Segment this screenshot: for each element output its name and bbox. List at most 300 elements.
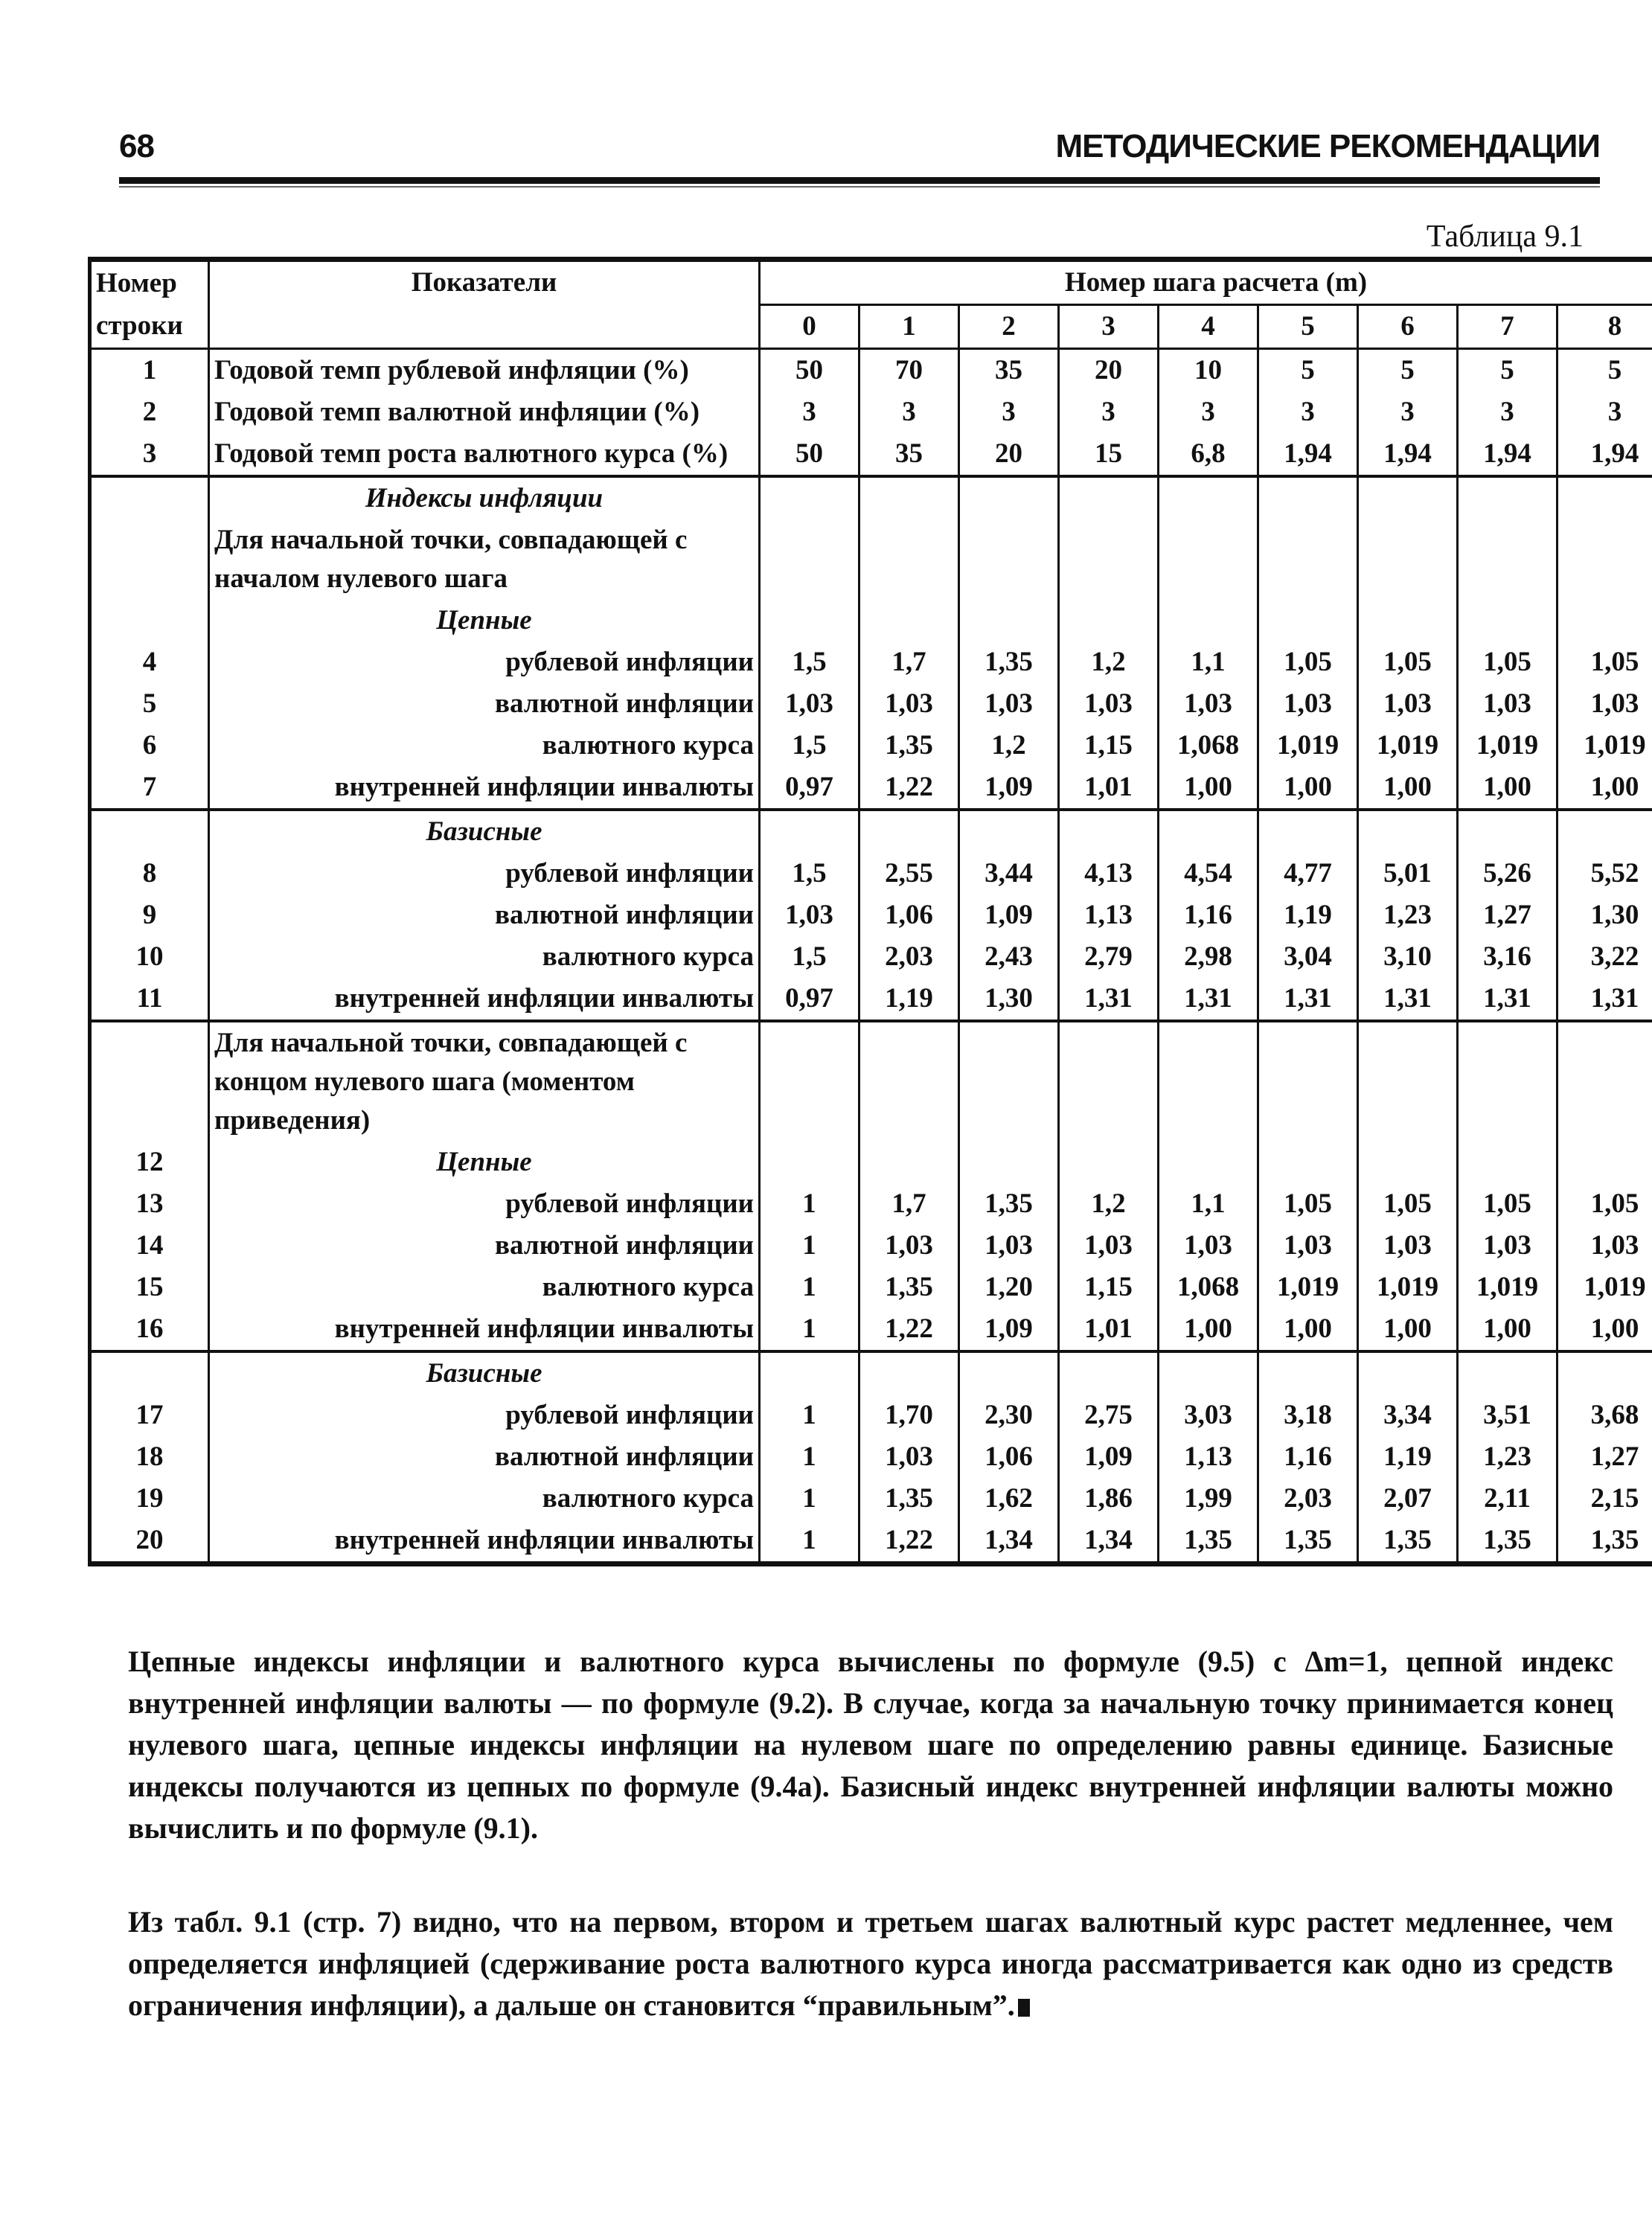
row-label: валютного курса <box>209 936 760 978</box>
empty-cell <box>1258 476 1358 519</box>
empty-cell <box>1358 810 1458 853</box>
cell-step-4: 1,35 <box>1159 1520 1258 1564</box>
header-rule-thin <box>119 186 1600 188</box>
header-step-5: 5 <box>1258 305 1358 349</box>
cell-step-6: 1,019 <box>1358 725 1458 766</box>
cell-step-3: 1,03 <box>1059 1225 1159 1267</box>
row-number: 11 <box>90 978 209 1021</box>
header-steps <box>760 260 1652 305</box>
table-row <box>90 1436 1652 1478</box>
cell-step-5: 1,019 <box>1258 1267 1358 1308</box>
cell-step-8: 1,019 <box>1557 1267 1652 1308</box>
cell-step-7: 1,94 <box>1458 433 1557 476</box>
row-number: 8 <box>90 853 209 894</box>
cell-step-4: 1,00 <box>1159 766 1258 810</box>
header-step-3: 3 <box>1059 305 1159 349</box>
cell-step-0: 1 <box>760 1225 859 1267</box>
cell-step-7: 1,00 <box>1458 1308 1557 1351</box>
cell-step-2: 2,43 <box>959 936 1059 978</box>
empty-cell <box>1458 810 1557 853</box>
cell-step-6: 1,31 <box>1358 978 1458 1021</box>
cell-step-0: 1,5 <box>760 853 859 894</box>
cell-step-8: 1,30 <box>1557 894 1652 936</box>
running-title: МЕТОДИЧЕСКИЕ РЕКОМЕНДАЦИИ <box>1055 128 1600 164</box>
cell-step-0: 1,5 <box>760 641 859 683</box>
row-number <box>90 1351 209 1395</box>
row-number: 4 <box>90 641 209 683</box>
empty-cell <box>1059 519 1159 600</box>
cell-step-2: 1,03 <box>959 1225 1059 1267</box>
cell-step-5: 2,03 <box>1258 1478 1358 1520</box>
empty-cell <box>1557 476 1652 519</box>
page-number: 68 <box>119 128 154 164</box>
cell-step-8: 3,68 <box>1557 1395 1652 1436</box>
cell-step-6: 1,019 <box>1358 1267 1458 1308</box>
cell-step-3: 1,86 <box>1059 1478 1159 1520</box>
empty-cell <box>1358 1021 1458 1142</box>
cell-step-0: 0,97 <box>760 978 859 1021</box>
empty-cell <box>1059 600 1159 641</box>
cell-step-1: 1,03 <box>859 1225 959 1267</box>
cell-step-5: 3,18 <box>1258 1395 1358 1436</box>
cell-step-0: 1 <box>760 1478 859 1520</box>
cell-step-1: 1,35 <box>859 1478 959 1520</box>
cell-step-3: 1,09 <box>1059 1436 1159 1478</box>
cell-step-1: 1,19 <box>859 978 959 1021</box>
cell-step-2: 1,09 <box>959 894 1059 936</box>
cell-step-3: 1,13 <box>1059 894 1159 936</box>
cell-step-6: 1,05 <box>1358 1183 1458 1225</box>
row-number: 10 <box>90 936 209 978</box>
cell-step-3: 1,01 <box>1059 1308 1159 1351</box>
table-row <box>90 853 1652 894</box>
cell-step-3: 1,34 <box>1059 1520 1159 1564</box>
cell-step-5: 1,03 <box>1258 1225 1358 1267</box>
table-body <box>90 260 1652 1564</box>
row-label: рублевой инфляции <box>209 853 760 894</box>
header-step-8: 8 <box>1557 305 1652 349</box>
cell-step-6: 1,03 <box>1358 683 1458 725</box>
cell-step-2: 35 <box>959 349 1059 392</box>
empty-cell <box>760 600 859 641</box>
cell-step-6: 1,05 <box>1358 641 1458 683</box>
cell-step-3: 1,03 <box>1059 683 1159 725</box>
cell-step-2: 1,03 <box>959 683 1059 725</box>
cell-step-4: 1,03 <box>1159 683 1258 725</box>
empty-cell <box>1358 519 1458 600</box>
cell-step-3: 1,2 <box>1059 1183 1159 1225</box>
row-number: 16 <box>90 1308 209 1351</box>
cell-step-7: 1,05 <box>1458 1183 1557 1225</box>
table-row <box>90 683 1652 725</box>
cell-step-6: 3 <box>1358 391 1458 433</box>
row-label: рублевой инфляции <box>209 1183 760 1225</box>
row-label: валютного курса <box>209 1267 760 1308</box>
cell-step-4: 4,54 <box>1159 853 1258 894</box>
chain-label <box>90 600 1652 641</box>
row-label: рублевой инфляции <box>209 641 760 683</box>
empty-cell <box>1557 1351 1652 1395</box>
empty-cell <box>959 1021 1059 1142</box>
cell-step-2: 2,30 <box>959 1395 1059 1436</box>
chain-label-2-text: Цепные <box>209 1142 760 1183</box>
cell-step-7: 1,05 <box>1458 641 1557 683</box>
table-caption: Таблица 9.1 <box>1426 220 1584 254</box>
header-step-7: 7 <box>1458 305 1557 349</box>
paragraph-1-text: Цепные индексы инфляции и валютного курса вычислены по формуле (9.5) с Δm=1, цепной индекс внутренней инфляции валюты — по формуле (9.2). В случае, когда за начальную точку принимается конец нулевого шага, цепные индексы инфляции на нулевом шаге по определению равны единице. Базисные индексы получаются из цепных по формуле (9.4а). Базисный индекс внутренней инфляции валюты можно вычислить и по формуле (9.1). <box>128 1645 1613 1845</box>
empty-cell <box>1258 1142 1358 1183</box>
cell-step-6: 3,34 <box>1358 1395 1458 1436</box>
empty-cell <box>859 810 959 853</box>
cell-step-8: 1,03 <box>1557 1225 1652 1267</box>
empty-cell <box>1059 810 1159 853</box>
cell-step-3: 4,13 <box>1059 853 1159 894</box>
row-number <box>90 519 209 600</box>
cell-step-6: 1,00 <box>1358 766 1458 810</box>
cell-step-1: 70 <box>859 349 959 392</box>
paragraph-1 <box>128 1641 1613 1849</box>
chain-label-2 <box>90 1142 1652 1183</box>
empty-cell <box>1258 519 1358 600</box>
empty-cell <box>1458 600 1557 641</box>
cell-step-7: 1,03 <box>1458 1225 1557 1267</box>
row-number: 13 <box>90 1183 209 1225</box>
empty-cell <box>1358 476 1458 519</box>
basis-label-2 <box>90 1351 1652 1395</box>
header-rule <box>119 177 1600 184</box>
empty-cell <box>859 1021 959 1142</box>
empty-cell <box>1159 1021 1258 1142</box>
row-label: валютной инфляции <box>209 1436 760 1478</box>
cell-step-7: 1,23 <box>1458 1436 1557 1478</box>
empty-cell <box>1458 519 1557 600</box>
empty-cell <box>959 1351 1059 1395</box>
header-step-1: 1 <box>859 305 959 349</box>
table-row <box>90 1520 1652 1564</box>
cell-step-7: 1,019 <box>1458 1267 1557 1308</box>
cell-step-7: 2,11 <box>1458 1478 1557 1520</box>
cell-step-5: 3,04 <box>1258 936 1358 978</box>
table-row <box>90 1308 1652 1351</box>
cell-step-7: 5,26 <box>1458 853 1557 894</box>
table-row <box>90 1267 1652 1308</box>
table-row <box>90 936 1652 978</box>
cell-step-2: 3,44 <box>959 853 1059 894</box>
empty-cell <box>1258 810 1358 853</box>
header-indicator: Показатели <box>209 260 760 349</box>
row-number: 15 <box>90 1267 209 1308</box>
empty-cell <box>959 810 1059 853</box>
cell-step-7: 5 <box>1458 349 1557 392</box>
row-label: внутренней инфляции инвалюты <box>209 1308 760 1351</box>
cell-step-2: 1,06 <box>959 1436 1059 1478</box>
cell-step-1: 1,22 <box>859 766 959 810</box>
paragraph-2-text: Из табл. 9.1 (стр. 7) видно, что на первом, втором и третьем шагах валютный курс растет медленнее, чем определяется инфляцией (сдерживание роста валютного курса иногда рассматривается как одно из средств ограничения инфляции), а дальше он становится “правильным”. <box>128 1905 1613 2022</box>
row-number: 6 <box>90 725 209 766</box>
cell-step-3: 1,15 <box>1059 1267 1159 1308</box>
empty-cell <box>959 519 1059 600</box>
cell-step-2: 1,34 <box>959 1520 1059 1564</box>
cell-step-5: 1,94 <box>1258 433 1358 476</box>
cell-step-0: 1,03 <box>760 683 859 725</box>
row-label: Годовой темп рублевой инфляции (%) <box>209 349 760 392</box>
cell-step-5: 1,19 <box>1258 894 1358 936</box>
empty-cell <box>1557 810 1652 853</box>
cell-step-3: 1,01 <box>1059 766 1159 810</box>
cell-step-4: 3 <box>1159 391 1258 433</box>
cell-step-5: 1,16 <box>1258 1436 1358 1478</box>
table-row <box>90 1478 1652 1520</box>
table-row <box>90 641 1652 683</box>
cell-step-5: 5 <box>1258 349 1358 392</box>
cell-step-6: 1,94 <box>1358 433 1458 476</box>
empty-cell <box>1458 476 1557 519</box>
empty-cell <box>1557 600 1652 641</box>
cell-step-7: 1,00 <box>1458 766 1557 810</box>
header-steps-text: Номер шага расчета (m) <box>1064 267 1368 298</box>
cell-step-7: 1,03 <box>1458 683 1557 725</box>
cell-step-3: 1,15 <box>1059 725 1159 766</box>
empty-cell <box>760 476 859 519</box>
row-number <box>90 810 209 853</box>
empty-cell <box>959 1142 1059 1183</box>
cell-step-6: 2,07 <box>1358 1478 1458 1520</box>
row-label: внутренней инфляции инвалюты <box>209 1520 760 1564</box>
cell-step-2: 1,30 <box>959 978 1059 1021</box>
cell-step-2: 1,62 <box>959 1478 1059 1520</box>
page-header <box>119 128 1600 176</box>
cell-step-8: 2,15 <box>1557 1478 1652 1520</box>
cell-step-8: 1,00 <box>1557 1308 1652 1351</box>
empty-cell <box>1458 1142 1557 1183</box>
row-label: валютной инфляции <box>209 1225 760 1267</box>
cell-step-7: 1,35 <box>1458 1520 1557 1564</box>
row-number: 9 <box>90 894 209 936</box>
cell-step-2: 1,35 <box>959 1183 1059 1225</box>
row-label: внутренней инфляции инвалюты <box>209 978 760 1021</box>
empty-cell <box>1358 1351 1458 1395</box>
empty-cell <box>760 1142 859 1183</box>
cell-step-5: 1,019 <box>1258 725 1358 766</box>
header-rownum-1: Номер <box>90 260 209 305</box>
empty-cell <box>1159 1351 1258 1395</box>
empty-cell <box>1159 600 1258 641</box>
cell-step-1: 1,70 <box>859 1395 959 1436</box>
cell-step-3: 3 <box>1059 391 1159 433</box>
table-row <box>90 894 1652 936</box>
row-label: внутренней инфляции инвалюты <box>209 766 760 810</box>
empty-cell <box>1458 1021 1557 1142</box>
cell-step-4: 2,98 <box>1159 936 1258 978</box>
empty-cell <box>1358 1142 1458 1183</box>
cell-step-5: 1,00 <box>1258 1308 1358 1351</box>
row-number: 18 <box>90 1436 209 1478</box>
cell-step-1: 35 <box>859 433 959 476</box>
table-row <box>90 766 1652 810</box>
cell-step-8: 1,019 <box>1557 725 1652 766</box>
cell-step-0: 1,03 <box>760 894 859 936</box>
empty-cell <box>1059 1142 1159 1183</box>
cell-step-4: 1,13 <box>1159 1436 1258 1478</box>
cell-step-4: 1,31 <box>1159 978 1258 1021</box>
cell-step-3: 2,79 <box>1059 936 1159 978</box>
cell-step-2: 1,35 <box>959 641 1059 683</box>
cell-step-6: 1,35 <box>1358 1520 1458 1564</box>
cell-step-5: 3 <box>1258 391 1358 433</box>
cell-step-2: 1,09 <box>959 766 1059 810</box>
cell-step-4: 1,068 <box>1159 1267 1258 1308</box>
table-row <box>90 1183 1652 1225</box>
cell-step-2: 1,2 <box>959 725 1059 766</box>
empty-cell <box>959 476 1059 519</box>
cell-step-0: 1 <box>760 1395 859 1436</box>
empty-cell <box>1258 1021 1358 1142</box>
row-label: валютной инфляции <box>209 683 760 725</box>
cell-step-8: 1,00 <box>1557 766 1652 810</box>
cell-step-3: 20 <box>1059 349 1159 392</box>
cell-step-7: 1,27 <box>1458 894 1557 936</box>
empty-cell <box>1557 1021 1652 1142</box>
cell-step-1: 2,03 <box>859 936 959 978</box>
row-number: 17 <box>90 1395 209 1436</box>
empty-cell <box>1059 1021 1159 1142</box>
cell-step-3: 1,31 <box>1059 978 1159 1021</box>
cell-step-8: 1,03 <box>1557 683 1652 725</box>
cell-step-5: 4,77 <box>1258 853 1358 894</box>
empty-cell <box>760 519 859 600</box>
cell-step-5: 1,00 <box>1258 766 1358 810</box>
empty-cell <box>1557 519 1652 600</box>
cell-step-0: 50 <box>760 349 859 392</box>
row-number: 2 <box>90 391 209 433</box>
header-step-0: 0 <box>760 305 859 349</box>
cell-step-6: 1,19 <box>1358 1436 1458 1478</box>
table-row <box>90 1395 1652 1436</box>
cell-step-0: 0,97 <box>760 766 859 810</box>
empty-cell <box>1059 1351 1159 1395</box>
cell-step-6: 1,03 <box>1358 1225 1458 1267</box>
empty-cell <box>1059 476 1159 519</box>
cell-step-0: 1 <box>760 1183 859 1225</box>
table-row <box>90 725 1652 766</box>
cell-step-2: 1,09 <box>959 1308 1059 1351</box>
empty-cell <box>1557 1142 1652 1183</box>
chain-label-text: Цепные <box>209 600 760 641</box>
cell-step-8: 1,31 <box>1557 978 1652 1021</box>
cell-step-6: 1,23 <box>1358 894 1458 936</box>
cell-step-0: 50 <box>760 433 859 476</box>
basis-label-2-text: Базисные <box>209 1351 760 1395</box>
row-number: 5 <box>90 683 209 725</box>
empty-cell <box>1159 476 1258 519</box>
header-step-6: 6 <box>1358 305 1458 349</box>
cell-step-1: 1,06 <box>859 894 959 936</box>
header-step-4: 4 <box>1159 305 1258 349</box>
cell-step-2: 3 <box>959 391 1059 433</box>
empty-cell <box>859 600 959 641</box>
inflation-table <box>88 257 1652 1566</box>
empty-cell <box>859 1142 959 1183</box>
table-container <box>88 257 1646 1566</box>
row-label: валютного курса <box>209 725 760 766</box>
empty-cell <box>1159 1142 1258 1183</box>
cell-step-2: 20 <box>959 433 1059 476</box>
cell-step-1: 1,7 <box>859 1183 959 1225</box>
cell-step-4: 6,8 <box>1159 433 1258 476</box>
cell-step-1: 1,22 <box>859 1520 959 1564</box>
empty-cell <box>760 810 859 853</box>
cell-step-7: 3,51 <box>1458 1395 1557 1436</box>
cell-step-3: 1,2 <box>1059 641 1159 683</box>
row-number <box>90 1021 209 1142</box>
row-number: 14 <box>90 1225 209 1267</box>
cell-step-1: 1,22 <box>859 1308 959 1351</box>
cell-step-5: 1,35 <box>1258 1520 1358 1564</box>
row-number: 1 <box>90 349 209 392</box>
section-title-text: Индексы инфляции <box>209 476 760 519</box>
row-number <box>90 600 209 641</box>
empty-cell <box>1358 600 1458 641</box>
cell-step-8: 1,35 <box>1557 1520 1652 1564</box>
cell-step-7: 1,31 <box>1458 978 1557 1021</box>
cell-step-8: 1,05 <box>1557 1183 1652 1225</box>
empty-cell <box>760 1351 859 1395</box>
row-label: рублевой инфляции <box>209 1395 760 1436</box>
header-step-2: 2 <box>959 305 1059 349</box>
end-mark <box>1018 1999 1030 2017</box>
table-row <box>90 391 1652 433</box>
cell-step-5: 1,05 <box>1258 1183 1358 1225</box>
cell-step-1: 3 <box>859 391 959 433</box>
cell-step-4: 1,03 <box>1159 1225 1258 1267</box>
row-number: 20 <box>90 1520 209 1564</box>
empty-cell <box>859 476 959 519</box>
cell-step-4: 1,99 <box>1159 1478 1258 1520</box>
table-row <box>90 433 1652 476</box>
basis-label <box>90 810 1652 853</box>
cell-step-6: 3,10 <box>1358 936 1458 978</box>
cell-step-8: 1,05 <box>1557 641 1652 683</box>
cell-step-6: 5 <box>1358 349 1458 392</box>
cell-step-8: 3,22 <box>1557 936 1652 978</box>
row-label: Годовой темп валютной инфляции (%) <box>209 391 760 433</box>
cell-step-7: 3 <box>1458 391 1557 433</box>
section-subtitle-text: Для начальной точки, совпадающей с началом нулевого шага <box>209 519 760 600</box>
cell-step-1: 2,55 <box>859 853 959 894</box>
cell-step-8: 1,27 <box>1557 1436 1652 1478</box>
empty-cell <box>760 1021 859 1142</box>
cell-step-3: 15 <box>1059 433 1159 476</box>
row-number <box>90 476 209 519</box>
cell-step-7: 3,16 <box>1458 936 1557 978</box>
cell-step-4: 1,00 <box>1159 1308 1258 1351</box>
cell-step-4: 3,03 <box>1159 1395 1258 1436</box>
cell-step-8: 5,52 <box>1557 853 1652 894</box>
cell-step-1: 1,7 <box>859 641 959 683</box>
cell-step-3: 2,75 <box>1059 1395 1159 1436</box>
empty-cell <box>959 600 1059 641</box>
row-number: 12 <box>90 1142 209 1183</box>
cell-step-1: 1,03 <box>859 683 959 725</box>
cell-step-7: 1,019 <box>1458 725 1557 766</box>
section-subtitle-2-text: Для начальной точки, совпадающей с концом нулевого шага (моментом приведения) <box>209 1021 760 1142</box>
cell-step-0: 1 <box>760 1520 859 1564</box>
section-subtitle-2 <box>90 1021 1652 1142</box>
cell-step-6: 1,00 <box>1358 1308 1458 1351</box>
cell-step-4: 10 <box>1159 349 1258 392</box>
cell-step-1: 1,35 <box>859 1267 959 1308</box>
row-number: 19 <box>90 1478 209 1520</box>
